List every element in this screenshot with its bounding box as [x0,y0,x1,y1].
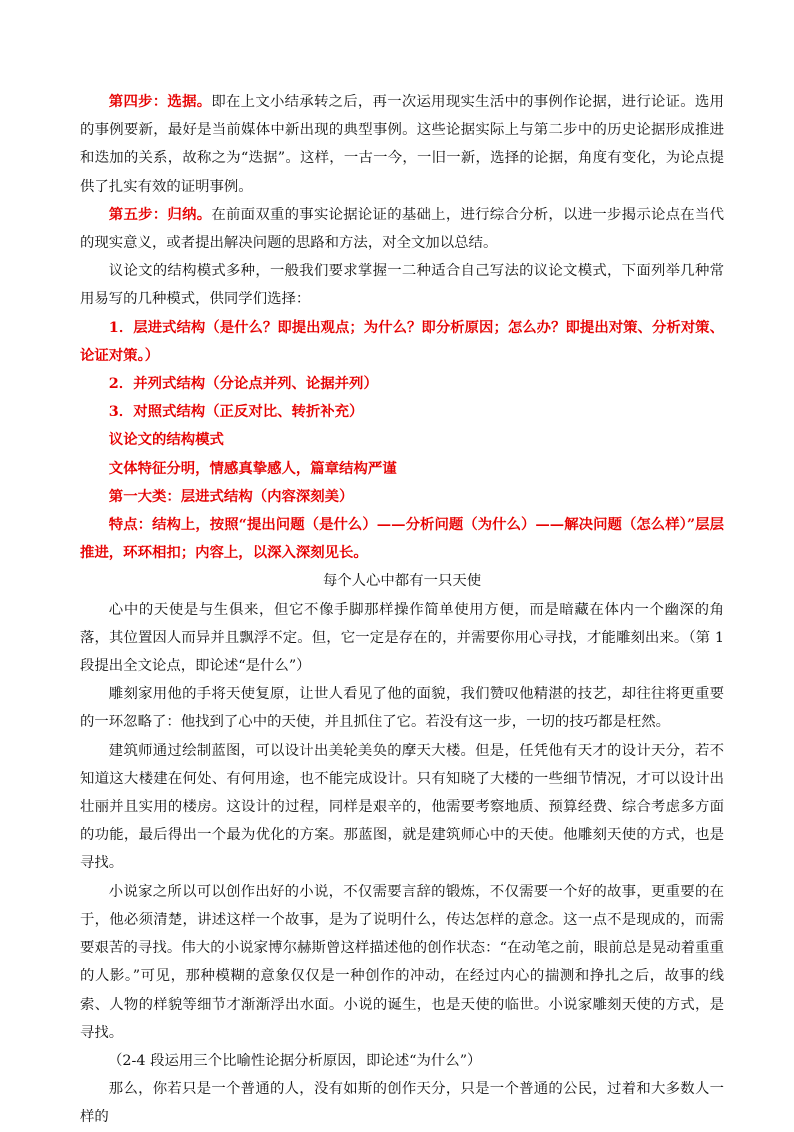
step4-paragraph [80,88,724,201]
step4-label: 第四步：选据。 [108,93,212,110]
essay-paragraph-4: 小说家之所以可以创作出好的小说，不仅需要言辞的锻炼，不仅需要一个好的故事，更重要的在于，他必须清楚，讲述这样一个故事，是为了说明什么，传达怎样的意念。这一点不是现成的，而需要艰苦的寻找。伟大的小说家博尔赫斯曾这样描述他的创作状态：“在动笔之前，眼前总是晃动着重重的人影。”可见，那种模糊的意象仅仅是一种创作的冲动，在经过内心的揣测和挣扎之后，故事的线索、人物的样貌等细节才渐渐浮出水面。小说的诞生，也是天使的临世。小说家雕刻天使的方式，是寻找。 [80,883,724,1041]
essay-paragraph-1: 心中的天使是与生俱来，但它不像手脚那样操作简单使用方便，而是暗藏在体内一个幽深的角落，其位置因人而异并且飘浮不定。但，它一定是存在的，并需要你用心寻找，才能雕刻出来。（第 1 段提出全文论点，即论述“是什么”） [80,601,724,675]
section-heading: 议论文的结构模式 [108,431,224,449]
essay-annotation: （2-4 段运用三个比喻性论据分析原因，即论述“为什么”） [108,1052,482,1069]
essay-paragraph-2: 雕刻家用他的手将天使复原，让世人看见了他的面貌，我们赞叹他精湛的技艺，却往往将更重要的一环忽略了：他找到了心中的天使，并且抓住了它。若没有这一步，一切的技巧都是枉然。 [80,686,724,731]
category-heading: 第一大类：层进式结构（内容深刻美） [108,487,354,505]
mode-item-1: 1．层进式结构（是什么？即提出观点；为什么？即分析原因；怎么办？即提出对策、分析对策、论证对策。） [80,318,724,364]
mode-item-2: 2．并列式结构（分论点并列、论据并列） [108,375,378,393]
step5-paragraph [80,201,724,257]
traits-paragraph: 特点：结构上，按照“提出问题（是什么）——分析问题（为什么）——解决问题（怎么样）”层层推进，环环相扣；内容上，以深入深刻见长。 [80,516,724,562]
essay-title: 每个人心中都有一只天使 [322,573,482,590]
step4-text: 即在上文小结承转之后，再一次运用现实生活中的事例作论据，进行论证。选用的事例要新，最好是当前媒体中新出现的典型事例。这些论据实际上与第二步中的历史论据形成推进和迭加的关系，故称之为“迭据”。这样，一古一今，一旧一新，选择的论据，角度有变化，为论点提供了扎实有效的证明事例。 [80,94,724,195]
essay-paragraph-5: 那么，你若只是一个普通的人，没有如斯的创作天分，只是一个普通的公民，过着和大多数人一样的 [80,1081,724,1126]
feature-line: 文体特征分明，情感真挚感人，篇章结构严谨 [108,459,397,477]
document-page [80,88,724,1132]
essay-paragraph-3: 建筑师通过绘制蓝图，可以设计出美轮美奂的摩天大楼。但是，任凭他有天才的设计天分，若不知道这大楼建在何处、有何用途，也不能完成设计。只有知晓了大楼的一些细节情况，才可以设计出壮丽并且实用的楼房。这设计的过程，同样是艰辛的，他需要考察地质、预算经费、综合考虑多方面的功能，最后得出一个最为优化的方案。那蓝图，就是建筑师心中的天使。他雕刻天使的方式，也是寻找。 [80,742,724,872]
step5-text: 在前面双重的事实论据论证的基础上，进行综合分析，以进一步揭示论点在当代的现实意义，或者提出解决问题的思路和方法，对全文加以总结。 [80,206,724,252]
mode-item-3: 3．对照式结构（正反对比、转折补充） [108,403,364,421]
step5-label: 第五步：归纳。 [108,205,212,223]
intro-paragraph: 议论文的结构模式多种，一般我们要求掌握一二种适合自己写法的议论文模式，下面列举几种常用易写的几种模式，供同学们选择： [80,263,724,308]
